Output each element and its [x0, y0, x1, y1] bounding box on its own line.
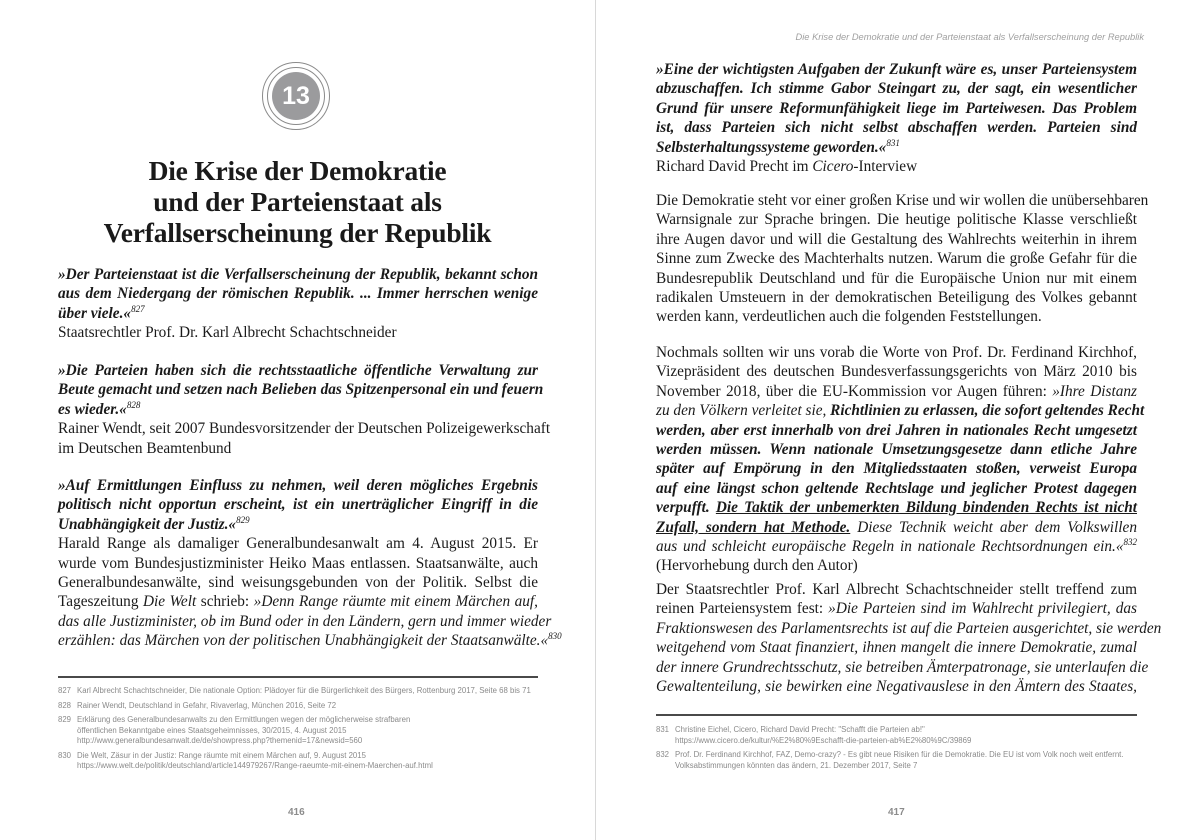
footnote-text: öffentlichen Bekanntgabe eines Staatsgeheimnisses, 30/2015, 4. August 2015: [77, 725, 347, 735]
footnote-829: [58, 715, 531, 747]
footnote-ref-830[interactable]: 830: [548, 631, 562, 642]
emphasized-text: Richtlinien zu erlassen, die sofort geltendes Recht: [830, 402, 1145, 420]
body-text: Tageszeitung: [58, 593, 143, 611]
footnote-832: [656, 750, 1124, 771]
body-line: Bundesrepublik Deutschland und für die Europäische Union nur mit einem: [656, 269, 1137, 287]
quote-text: es wieder.«: [58, 400, 127, 418]
quote-line: aus dem Niedergang der römischen Republik. ... Immer herrschen wenige: [58, 285, 538, 303]
quote-line: politisch nicht opportun erscheint, ist ein unerträglicher Eingriff in die: [58, 496, 538, 514]
footnote-text: Die Welt, Zäsur in der Justiz: Range räumte mit einem Märchen auf, 9. August 2015: [77, 750, 366, 760]
quote-line-last: [58, 304, 538, 323]
epigraph-quote-3: [58, 476, 562, 651]
quoted-text: zu den Völkern verleitet sie,: [656, 402, 831, 420]
footnotes-left: [58, 686, 531, 776]
quoted-line: [656, 537, 1137, 556]
footnote-text: Rainer Wendt, Deutschland in Gefahr, Rivaverlag, München 2016, Seite 72: [77, 700, 337, 710]
quoted-text: »Ihre Distanz: [1052, 382, 1138, 400]
body-paragraph-1: [656, 191, 1149, 327]
footnote-number: 829: [58, 715, 72, 724]
quote-text: über viele.«: [58, 304, 132, 322]
quoted-line: das alle Justizminister, ob im Bund oder in den Ländern, gern und immer wieder: [58, 612, 552, 630]
quote-line-last: [58, 400, 538, 419]
footnote-830: [58, 751, 531, 772]
body-line: wurde vom Bundesjustizminister Heiko Maas entlassen. Staatsanwälte, auch: [58, 554, 538, 572]
body-line: werden kann, verdeutlichen auch die folgenden Feststellungen.: [656, 308, 1042, 326]
footnote-number: 827: [58, 686, 72, 695]
quote-line: ist, dass Parteien sich nicht selbst abschaffen werden. Parteien sind: [656, 119, 1137, 137]
body-line: [656, 518, 1137, 537]
footnote-text: Erklärung des Generalbundesanwalts zu den Ermittlungen wegen der möglicherweise strafbaren: [77, 715, 411, 724]
body-line: Generalbundesanwälte, sind weisungsgebunden von der Politik. Selbst die: [58, 574, 538, 592]
quote-attribution: im Deutschen Beamtenbund: [58, 439, 232, 457]
quoted-line: weitgehend vom Staat finanziert, ihnen mangelt die innere Demokratie, zumal: [656, 639, 1137, 657]
body-line: Der Staatsrechtler Prof. Karl Albrecht Schachtschneider stellt treffend zum: [656, 581, 1137, 598]
quote-line: »Auf Ermittlungen Einfluss zu nehmen, weil deren mögliches Ergebnis: [58, 477, 538, 494]
quoted-text: »Denn Range räumte mit einem Märchen auf,: [253, 593, 538, 611]
footnote-separator: [58, 676, 538, 678]
quoted-line: Gewaltenteilung, sie bewirken eine Negativauslese in den Ämtern des Staates,: [656, 678, 1137, 696]
footnote-ref-832[interactable]: 832: [1123, 537, 1137, 548]
footnote-number: 831: [656, 725, 670, 734]
footnote-827: [58, 686, 531, 697]
quote-line-last: [58, 515, 538, 534]
quote-attribution: Staatsrechtler Prof. Dr. Karl Albrecht Schachtschneider: [58, 324, 397, 342]
magazine-title: Cicero: [812, 158, 854, 176]
right-page: [596, 0, 1190, 840]
page-number-left: 416: [288, 807, 305, 818]
quote-text: Selbsterhaltungssysteme geworden.«: [656, 138, 887, 156]
body-line: [656, 382, 1137, 401]
body-paragraph-2: [656, 343, 1145, 576]
emphasized-line: auf eine längst schon geltende Rechtslage und jeglicher Protest dagegen: [656, 479, 1137, 497]
body-line: [656, 401, 1145, 420]
footnote-text: Christine Eichel, Cicero, Richard David Precht: "Schafft die Parteien ab!": [675, 725, 925, 734]
quote-line: Grund für unsere Reformunfähigkeit liege im Parteiwesen. Das Problem: [656, 99, 1137, 117]
emphasized-line: später auf Empörung in den Mitgliedsstaaten stoßen, verweist Europa: [656, 460, 1137, 478]
footnote-number: 832: [656, 750, 670, 759]
newspaper-title: Die Welt: [143, 593, 197, 611]
running-head: Die Krise der Demokratie und der Parteienstaat als Verfallserscheinung der Republik: [795, 32, 1144, 42]
epigraph-quote-2: [58, 361, 551, 458]
body-text: November 2018, über die EU-Kommission vor Augen führen:: [656, 382, 1053, 400]
quote-line: abzuschaffen. Ich stimme Gabor Steingart zu, der sagt, ein wesentlicher: [656, 80, 1137, 98]
chapter-title: [0, 155, 595, 248]
attribution-text: -Interview: [853, 158, 918, 176]
body-line: [656, 599, 1137, 618]
quoted-text: Diese Technik weicht aber dem Volkswillen: [850, 518, 1137, 536]
epigraph-quote-1: [58, 265, 538, 343]
quoted-line: der innere Grundrechtsschutz, sie betreiben Ämterpatronage, sie unterlaufen die: [656, 658, 1149, 676]
chapter-title-line: und der Parteienstaat als: [153, 186, 442, 217]
body-line: Harald Range als damaliger Generalbundesanwalt am 4. August 2015. Er: [58, 535, 538, 553]
footnote-831: [656, 725, 1124, 746]
footnote-text: Karl Albrecht Schachtschneider, Die nationale Option: Plädoyer für die Bürgerlichkeit des Bürgers, Rottenburg 2017, Seite 68 bis 71: [77, 686, 531, 695]
body-text: schrieb:: [196, 593, 254, 611]
footnote-url[interactable]: http://www.generalbundesanwalt.de/de/showpress.php?themenid=17&newsid=560: [77, 736, 363, 745]
footnote-url[interactable]: https://www.cicero.de/kultur/%E2%80%9Eschafft-die-parteien-ab%E2%80%9C/39869: [675, 735, 972, 745]
epigraph-quote: [656, 60, 1137, 176]
footnote-separator: [656, 714, 1137, 716]
body-line: Die Demokratie steht vor einer großen Krise und wir wollen die unübersehbaren: [656, 192, 1149, 209]
quote-text: Unabhängigkeit der Justiz.«: [58, 515, 237, 533]
quoted-text: aus und schleicht europäische Regeln in nationale Rechtsordnungen ein.«: [656, 538, 1124, 556]
footnote-828: [58, 701, 531, 712]
chapter-title-line: Die Krise der Demokratie: [148, 155, 447, 186]
quote-attribution: Rainer Wendt, seit 2007 Bundesvorsitzender der Deutschen Polizeigewerkschaft: [58, 420, 551, 438]
body-paragraph-3: [656, 580, 1162, 696]
quote-line: Beute gemacht und setzen nach Belieben das Spitzenpersonal ein und feuern: [58, 381, 544, 399]
footnote-ref-829[interactable]: 829: [236, 514, 250, 525]
quote-line: »Eine der wichtigsten Aufgaben der Zukunft wäre es, unser Parteiensystem: [656, 61, 1137, 78]
quoted-text: »Die Parteien sind im Wahlrecht privilegiert, das: [828, 600, 1138, 618]
footnote-ref-827[interactable]: 827: [131, 303, 145, 314]
body-line: ihre Augen davor und will die Gestaltung des Wahlrechts weiterhin in ihrem: [656, 230, 1137, 248]
footnote-url[interactable]: https://www.welt.de/politik/deutschland/article144979267/Range-raeumte-mit-einem-Maerchen-auf.html: [77, 761, 433, 770]
body-line: Sinne zum Zwecke des Machterhalts nutzen. Warum die große Gefahr für die: [656, 250, 1137, 268]
body-line: Warnsignale zur Sprache bringen. Die heutige politische Klasse verschließt: [656, 211, 1137, 229]
emphasized-text: verpufft.: [656, 499, 716, 517]
emphasized-line: werden, aber erst innerhalb von drei Jahren in nationales Recht umgesetzt: [656, 421, 1137, 439]
quoted-text: erzählen: das Märchen von der politischen Unabhängigkeit der Staatsanwälte.«: [58, 632, 549, 650]
body-text: reinen Parteiensystem fest:: [656, 600, 829, 618]
footnote-ref-831[interactable]: 831: [886, 137, 900, 148]
body-line: (Hervorhebung durch den Autor): [656, 557, 858, 575]
chapter-title-line: Verfallserscheinung der Republik: [103, 217, 492, 248]
quote-line: »Die Parteien haben sich die rechtsstaatliche öffentliche Verwaltung zur: [58, 362, 538, 379]
footnotes-right: [656, 725, 1124, 775]
quote-attribution: [656, 157, 1137, 176]
quote-line: »Der Parteienstaat ist die Verfallserscheinung der Republik, bekannt schon: [58, 266, 538, 283]
footnote-number: 830: [58, 750, 72, 760]
page-number-right: 417: [888, 807, 905, 818]
underlined-text: Zufall, sondern hat Methode.: [656, 518, 851, 536]
footnote-number: 828: [58, 700, 72, 710]
chapter-number-badge: [262, 62, 330, 130]
footnote-ref-828[interactable]: 828: [126, 399, 141, 410]
quoted-line: [58, 631, 562, 650]
body-line: radikalen Umsteuern in der demokratischen Beteiligung des Volkes gebannt: [656, 289, 1137, 307]
footnote-text: Prof. Dr. Ferdinand Kirchhof, FAZ, Demo-crazy? - Es gibt neue Risiken für die Demokratie. Die EU ist vom Volk noch weit entfernt.: [675, 750, 1124, 759]
chapter-number: 13: [272, 72, 320, 120]
quote-line-last: [656, 138, 1137, 157]
body-line: Vizepräsident des deutschen Bundesverfassungsgerichts von März 2010 bis: [656, 363, 1137, 381]
attribution-text: Richard David Precht im: [656, 158, 813, 176]
footnote-text: Volksabstimmungen könnten das ändern, 21. Dezember 2017, Seite 7: [675, 760, 918, 770]
underlined-text: Die Taktik der unbemerkten Bildung bindenden Rechts ist nicht: [715, 499, 1137, 517]
body-line: [58, 592, 538, 611]
body-line: Nochmals sollten wir uns vorab die Worte von Prof. Dr. Ferdinand Kirchhof,: [656, 344, 1137, 361]
emphasized-line: [656, 498, 1137, 517]
quoted-line: Fraktionswesen des Parlamentsrechts ist auf die Parteien ausgerichtet, sie werden: [656, 619, 1162, 637]
emphasized-line: werden müssen. Wenn nationale Umsetzungsgesetze dann etliche Jahre: [656, 441, 1137, 459]
